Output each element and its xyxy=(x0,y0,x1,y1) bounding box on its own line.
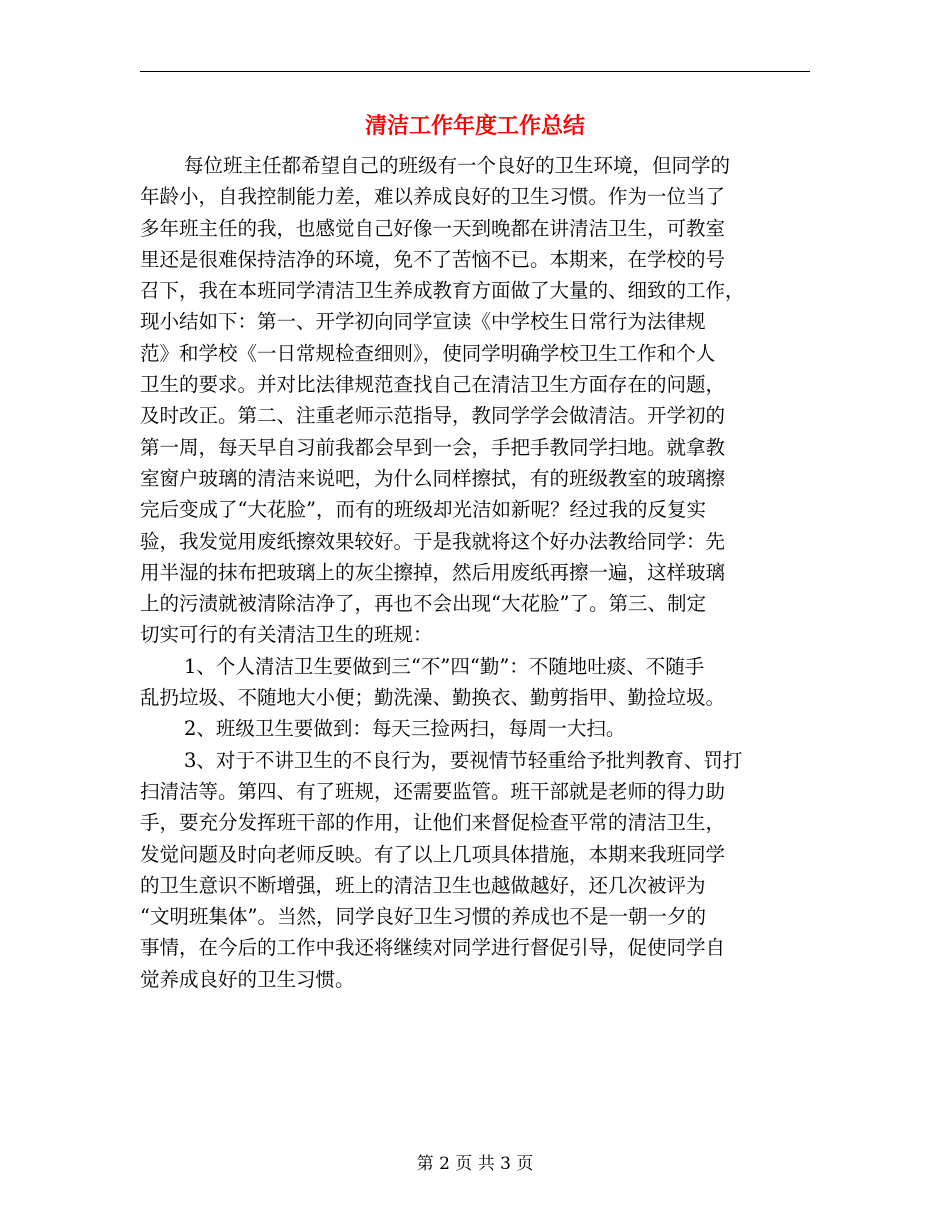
body-line: 范》和学校《一日常规检查细则》，使同学明确学校卫生工作和个人 xyxy=(140,341,716,365)
body-line: 觉养成良好的卫生习惯。 xyxy=(140,967,355,991)
body-line: 事情，在今后的工作中我还将继续对同学进行督促引导，促使同学自 xyxy=(140,936,726,960)
body-line: 乱扔垃圾、不随地大小便；勤洗澡、勤换衣、勤剪指甲、勤捡垃圾。 xyxy=(140,686,726,710)
body-line: 用半湿的抹布把玻璃上的灰尘擦掉，然后用废纸再擦一遍，这样玻璃 xyxy=(140,560,726,584)
body-line: 里还是很难保持洁净的环境，免不了苦恼不已。本期来，在学校的号 xyxy=(140,247,726,271)
body-line: 扫清洁等。第四、有了班规，还需要监管。班干部就是老师的得力助 xyxy=(140,779,726,803)
body-line: 验，我发觉用废纸擦效果较好。于是我就将这个好办法教给同学：先 xyxy=(140,529,726,553)
document-title: 清洁工作年度工作总结 xyxy=(364,113,585,139)
body-line: 每位班主任都希望自己的班级有一个良好的卫生环境，但同学的 xyxy=(184,154,731,177)
body-line: 第一周，每天早自习前我都会早到一会，手把手教同学扫地。就拿教 xyxy=(140,435,726,459)
body-line: 现小结如下：第一、开学初向同学宣读《中学校生日常行为法律规 xyxy=(140,310,706,334)
body-line: 发觉问题及时向老师反映。有了以上几项具体措施，本期来我班同学 xyxy=(140,842,726,866)
body-line: 年龄小，自我控制能力差，难以养成良好的卫生习惯。作为一位当了 xyxy=(140,185,726,209)
body-line: 室窗户玻璃的清洁来说吧，为什么同样擦拭，有的班级教室的玻璃擦 xyxy=(140,466,726,490)
body-line: 卫生的要求。并对比法律规范查找自己在清洁卫生方面存在的问题， xyxy=(140,373,726,397)
body-line: “文明班集体”。当然，同学良好卫生习惯的养成也不是一朝一夕的 xyxy=(140,905,706,929)
body-line: 1、个人清洁卫生要做到三“不”四“勤”：不随地吐痰、不随手 xyxy=(184,654,705,678)
body-line: 完后变成了“大花脸”，而有的班级却光洁如新呢？经过我的反复实 xyxy=(140,498,706,522)
body-line: 及时改正。第二、注重老师示范指导，教同学学会做清洁。开学初的 xyxy=(140,404,726,428)
body-line: 手，要充分发挥班干部的作用，让他们来督促检查平常的清洁卫生， xyxy=(140,811,726,835)
page-footer: 第 2 页 共 3 页 xyxy=(416,1154,534,1174)
body-line: 2、班级卫生要做到：每天三捡两扫，每周一大扫。 xyxy=(184,717,626,741)
body-line: 的卫生意识不断增强，班上的清洁卫生也越做越好，还几次被评为 xyxy=(140,873,706,897)
document-body xyxy=(140,150,810,995)
header-rule xyxy=(140,71,810,72)
body-line: 多年班主任的我，也感觉自己好像一天到晚都在讲清洁卫生，可教室 xyxy=(140,216,726,240)
body-line: 切实可行的有关清洁卫生的班规： xyxy=(140,623,433,647)
body-line: 3、对于不讲卫生的不良行为，要视情节轻重给予批判教育、罚打 xyxy=(184,748,743,772)
body-line: 召下，我在本班同学清洁卫生养成教育方面做了大量的、细致的工作， xyxy=(140,279,745,303)
body-line: 上的污渍就被清除洁净了，再也不会出现“大花脸”了。第三、制定 xyxy=(140,592,706,616)
